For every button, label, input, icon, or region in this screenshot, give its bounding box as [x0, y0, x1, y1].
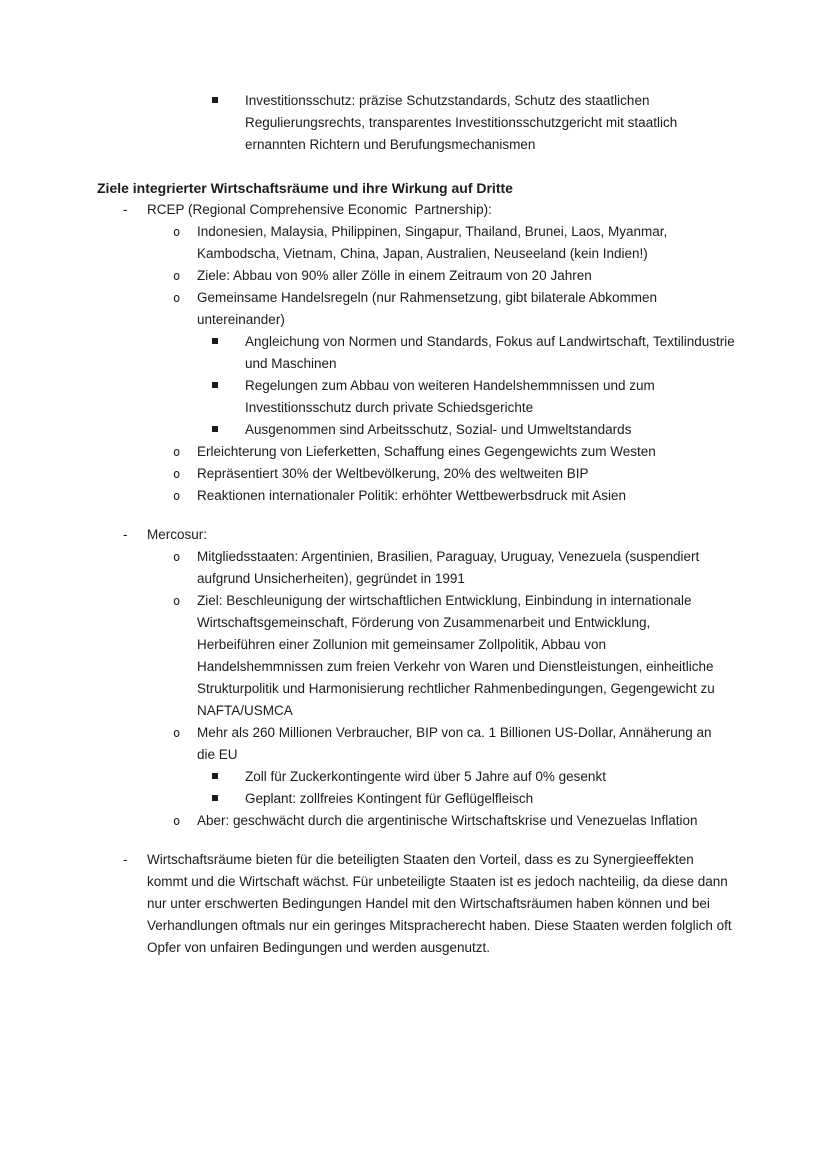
list-item-text: Zoll für Zuckerkontingente wird über 5 Jahre auf 0% gesenkt	[245, 769, 606, 784]
list-item-text: Ziel: Beschleunigung der wirtschaftlichen Entwicklung, Einbindung in internationale Wirtschaftsgemeinschaft, Förderung von Zusammenarbeit und Entwicklung, Herbeiführen einer Zollunion mit gemeinsamer Zollpolitik, Abbau von Handelshemmnissen zum freien Verkehr von Waren und Dienstleistungen, einheitliche Strukturpolitik und Harmonisierung rechtlicher Rahmenbedingungen, Gegengewicht zu NAFTA/USMCA	[197, 593, 719, 718]
list-item	[97, 90, 788, 156]
list-item-text: Regelungen zum Abbau von weiteren Handelshemmnissen und zum Investitionsschutz durch private Schiedsgerichte	[245, 378, 659, 415]
dash-bullet-icon	[123, 199, 147, 221]
list-item	[97, 331, 788, 375]
list-item-text: RCEP (Regional Comprehensive Economic Partnership):	[147, 202, 492, 217]
list-item-text: Ziele: Abbau von 90% aller Zölle in einem Zeitraum von 20 Jahren	[197, 268, 592, 283]
list-item	[97, 788, 788, 810]
square-bullet-icon	[212, 331, 245, 353]
list-item-text: Gemeinsame Handelsregeln (nur Rahmensetzung, gibt bilaterale Abkommen untereinander)	[197, 290, 661, 327]
circle-bullet-icon	[173, 441, 197, 463]
list-item	[97, 485, 788, 507]
list-item	[97, 810, 788, 832]
section-heading: Ziele integrierter Wirtschaftsräume und ihre Wirkung auf Dritte	[97, 180, 513, 196]
list-item	[97, 546, 788, 590]
list-item	[97, 524, 788, 546]
dash-bullet-icon	[123, 849, 147, 871]
list-item	[97, 463, 788, 485]
list-item-text: Investitionsschutz: präzise Schutzstandards, Schutz des staatlichen Regulierungsrechts, transparentes Investitionsschutzgericht mit staatlich ernannten Richtern und Berufungsmechanismen	[245, 93, 681, 152]
list-item-text: Mitgliedsstaaten: Argentinien, Brasilien, Paraguay, Uruguay, Venezuela (suspendiert aufgrund Unsicherheiten), gegründet in 1991	[197, 549, 704, 586]
square-bullet-icon	[212, 766, 245, 788]
list-item	[97, 375, 788, 419]
document-content	[97, 90, 788, 959]
list-item	[97, 221, 788, 265]
list-item	[97, 849, 788, 959]
list-item-text: Mercosur:	[147, 527, 208, 542]
list-item-text: Angleichung von Normen und Standards, Fokus auf Landwirtschaft, Textilindustrie und Maschinen	[245, 334, 739, 371]
list-item-text: Reaktionen internationaler Politik: erhöhter Wettbewerbsdruck mit Asien	[197, 488, 626, 503]
dash-bullet-icon	[123, 524, 147, 546]
list-item	[97, 265, 788, 287]
circle-bullet-icon	[173, 265, 197, 287]
circle-bullet-icon	[173, 722, 197, 744]
list-item	[97, 287, 788, 331]
list-item-text: Indonesien, Malaysia, Philippinen, Singapur, Thailand, Brunei, Laos, Myanmar, Kambodscha, Vietnam, China, Japan, Australien, Neuseeland (kein Indien!)	[197, 224, 672, 261]
circle-bullet-icon	[173, 810, 197, 832]
list-item	[97, 419, 788, 441]
list-item	[97, 766, 788, 788]
list-item-text: Ausgenommen sind Arbeitsschutz, Sozial- und Umweltstandards	[245, 422, 632, 437]
square-bullet-icon	[212, 419, 245, 441]
list-item-text: Repräsentiert 30% der Weltbevölkerung, 20% des weltweiten BIP	[197, 466, 589, 481]
list-item	[97, 722, 788, 766]
list-item-text: Aber: geschwächt durch die argentinische Wirtschaftskrise und Venezuelas Inflation	[197, 813, 698, 828]
square-bullet-icon	[212, 375, 245, 397]
circle-bullet-icon	[173, 590, 197, 612]
circle-bullet-icon	[173, 485, 197, 507]
list-item-text: Wirtschaftsräume bieten für die beteiligten Staaten den Vorteil, dass es zu Synergieeffekten kommt und die Wirtschaft wächst. Für unbeteiligte Staaten ist es jedoch nachteilig, da diese dann nur unter erschwerten Bedingungen Handel mit den Wirtschaftsräumen haben können und bei Verhandlungen oftmals nur ein geringes Mitspracherecht haben. Diese Staaten werden folglich oft Opfer von unfairen Bedingungen und werden ausgenutzt.	[147, 852, 736, 955]
square-bullet-icon	[212, 788, 245, 810]
list-item	[97, 441, 788, 463]
list-item-text: Geplant: zollfreies Kontingent für Geflügelfleisch	[245, 791, 534, 806]
list-item	[97, 199, 788, 221]
circle-bullet-icon	[173, 546, 197, 568]
list-item	[97, 590, 788, 722]
list-item-text: Erleichterung von Lieferketten, Schaffung eines Gegengewichts zum Westen	[197, 444, 656, 459]
circle-bullet-icon	[173, 287, 197, 309]
list-item-text: Mehr als 260 Millionen Verbraucher, BIP von ca. 1 Billionen US-Dollar, Annäherung an die EU	[197, 725, 716, 762]
circle-bullet-icon	[173, 463, 197, 485]
square-bullet-icon	[212, 90, 245, 112]
circle-bullet-icon	[173, 221, 197, 243]
